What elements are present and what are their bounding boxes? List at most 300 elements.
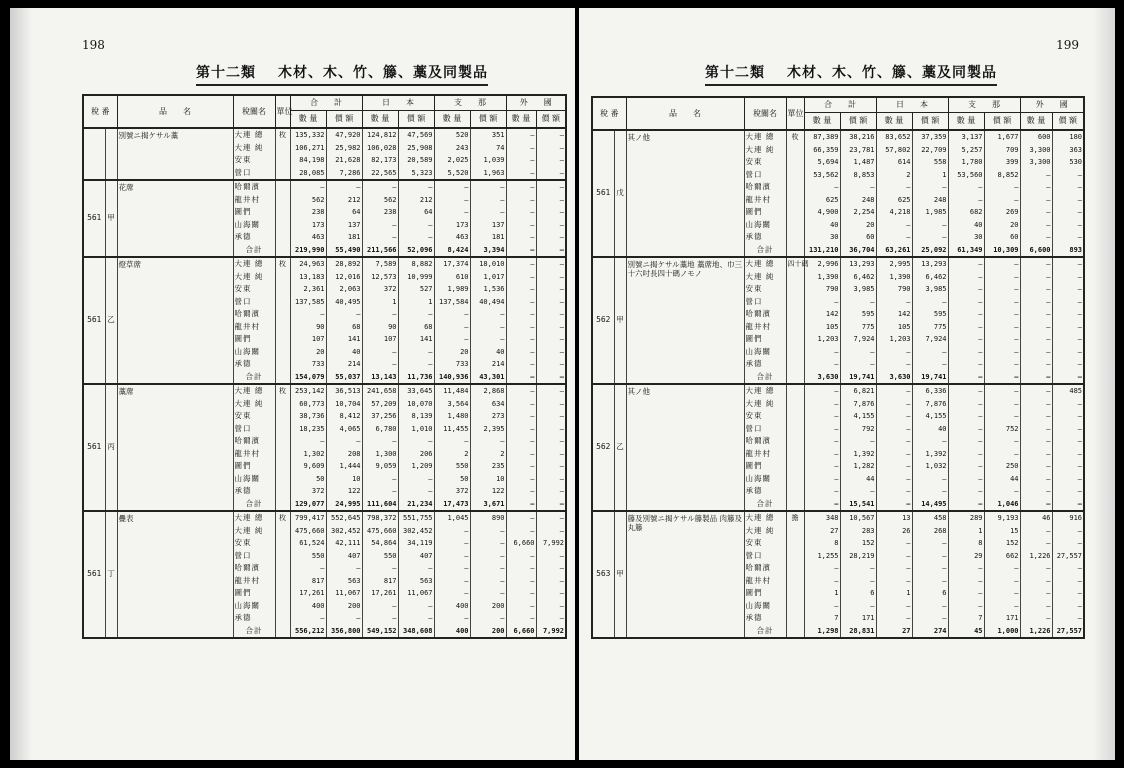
customs-port: 合計 bbox=[233, 498, 275, 512]
value-cell: — bbox=[536, 612, 566, 625]
value-cell: 25,908 bbox=[398, 142, 434, 155]
value-cell: — bbox=[470, 562, 506, 575]
value-cell: 10,704 bbox=[326, 398, 362, 411]
unit-cell bbox=[275, 575, 290, 588]
value-cell: — bbox=[840, 600, 876, 613]
value-cell: 8,412 bbox=[326, 410, 362, 423]
tariff-subcode: 丙 bbox=[105, 384, 117, 511]
value-cell: 356,800 bbox=[326, 625, 362, 639]
value-cell: — bbox=[948, 435, 984, 448]
value-cell: — bbox=[506, 485, 536, 498]
unit-cell bbox=[786, 537, 804, 550]
value-cell: — bbox=[506, 167, 536, 181]
class-title: 木材、木、竹、籐、藁及同製品 bbox=[278, 65, 488, 81]
value-cell: 4,218 bbox=[876, 206, 912, 219]
unit-cell bbox=[786, 410, 804, 423]
value-cell: — bbox=[1020, 346, 1052, 359]
value-cell: — bbox=[1052, 448, 1084, 461]
value-cell: — bbox=[434, 587, 470, 600]
value-cell: 1,480 bbox=[434, 410, 470, 423]
value-cell: — bbox=[948, 600, 984, 613]
value-cell: 52,096 bbox=[398, 244, 434, 258]
customs-port: 承德 bbox=[744, 485, 786, 498]
value-cell: — bbox=[804, 460, 840, 473]
value-cell: — bbox=[362, 612, 398, 625]
value-cell: 214 bbox=[470, 358, 506, 371]
value-cell: 2,868 bbox=[470, 384, 506, 398]
value-cell: 916 bbox=[1052, 511, 1084, 525]
value-cell: — bbox=[876, 231, 912, 244]
value-cell: — bbox=[1020, 257, 1052, 271]
value-cell: — bbox=[506, 498, 536, 512]
value-cell: — bbox=[984, 358, 1020, 371]
value-cell: — bbox=[506, 511, 536, 525]
value-cell: 752 bbox=[984, 423, 1020, 436]
customs-port: 安東 bbox=[233, 537, 275, 550]
value-cell: — bbox=[536, 435, 566, 448]
value-cell: 550 bbox=[434, 460, 470, 473]
value-cell: 124,812 bbox=[362, 128, 398, 142]
value-cell: — bbox=[506, 321, 536, 334]
customs-port: 山海關 bbox=[744, 473, 786, 486]
customs-port: 哈爾濱 bbox=[233, 180, 275, 194]
scan-edge bbox=[10, 8, 32, 760]
customs-port: 龍井村 bbox=[744, 575, 786, 588]
value-cell: — bbox=[506, 371, 536, 385]
value-cell: — bbox=[912, 575, 948, 588]
value-cell: 1,039 bbox=[470, 154, 506, 167]
value-cell: — bbox=[1052, 231, 1084, 244]
value-cell: — bbox=[804, 181, 840, 194]
customs-port: 承德 bbox=[233, 612, 275, 625]
value-cell: — bbox=[470, 550, 506, 563]
value-cell: 17,374 bbox=[434, 257, 470, 271]
value-cell: — bbox=[876, 550, 912, 563]
value-cell: — bbox=[840, 562, 876, 575]
value-cell: — bbox=[536, 194, 566, 207]
customs-port: 安東 bbox=[233, 283, 275, 296]
value-cell: 269 bbox=[984, 206, 1020, 219]
value-cell: — bbox=[536, 575, 566, 588]
item-name: 燈草蓆 bbox=[117, 257, 233, 384]
tariff-subcode: 甲 bbox=[105, 180, 117, 257]
value-cell: — bbox=[506, 283, 536, 296]
value-cell: 2,995 bbox=[876, 257, 912, 271]
value-cell: — bbox=[326, 435, 362, 448]
value-cell: 141 bbox=[326, 333, 362, 346]
value-cell: — bbox=[1052, 169, 1084, 182]
unit-cell bbox=[786, 156, 804, 169]
header-qty: 數 量 bbox=[1020, 113, 1052, 131]
customs-port: 山海關 bbox=[744, 600, 786, 613]
unit-cell: 枚 bbox=[275, 128, 290, 142]
value-cell: 3,300 bbox=[1020, 156, 1052, 169]
value-cell: — bbox=[948, 358, 984, 371]
value-cell: 351 bbox=[470, 128, 506, 142]
value-cell: 817 bbox=[290, 575, 326, 588]
customs-port: 合計 bbox=[744, 625, 786, 639]
value-cell: 600 bbox=[1020, 130, 1052, 144]
value-cell: 200 bbox=[470, 600, 506, 613]
value-cell: 12,016 bbox=[326, 271, 362, 284]
value-cell: 4,065 bbox=[326, 423, 362, 436]
value-cell: — bbox=[434, 308, 470, 321]
value-cell: 238 bbox=[362, 206, 398, 219]
value-cell: — bbox=[876, 181, 912, 194]
unit-cell bbox=[786, 398, 804, 411]
value-cell: 1,282 bbox=[840, 460, 876, 473]
value-cell: — bbox=[948, 384, 984, 398]
unit-cell bbox=[275, 206, 290, 219]
value-cell: 40 bbox=[470, 346, 506, 359]
value-cell: 29 bbox=[948, 550, 984, 563]
value-cell: — bbox=[506, 154, 536, 167]
value-cell: — bbox=[536, 398, 566, 411]
value-cell: 733 bbox=[434, 358, 470, 371]
value-cell: 9,059 bbox=[362, 460, 398, 473]
class-label: 第十二類 bbox=[196, 65, 256, 81]
value-cell: 407 bbox=[326, 550, 362, 563]
value-cell: — bbox=[912, 473, 948, 486]
value-cell: — bbox=[536, 154, 566, 167]
customs-port: 圖們 bbox=[233, 206, 275, 219]
value-cell: 2 bbox=[434, 448, 470, 461]
customs-port: 哈爾濱 bbox=[744, 181, 786, 194]
value-cell: 154,079 bbox=[290, 371, 326, 385]
customs-port: 龍井村 bbox=[744, 321, 786, 334]
customs-port: 合計 bbox=[233, 371, 275, 385]
unit-cell bbox=[275, 358, 290, 371]
value-cell: — bbox=[434, 537, 470, 550]
value-cell: — bbox=[536, 167, 566, 181]
value-cell: — bbox=[470, 206, 506, 219]
value-cell: — bbox=[840, 435, 876, 448]
value-cell: 7,992 bbox=[536, 537, 566, 550]
value-cell: — bbox=[434, 435, 470, 448]
unit-cell bbox=[786, 525, 804, 538]
unit-cell: 枚 bbox=[275, 257, 290, 271]
value-cell: 400 bbox=[434, 600, 470, 613]
customs-port: 營口 bbox=[744, 169, 786, 182]
value-cell: — bbox=[876, 460, 912, 473]
unit-cell bbox=[275, 448, 290, 461]
value-cell: — bbox=[470, 435, 506, 448]
unit-cell bbox=[275, 167, 290, 181]
unit-cell bbox=[275, 612, 290, 625]
value-cell: — bbox=[876, 562, 912, 575]
value-cell: 463 bbox=[434, 231, 470, 244]
value-cell: 152 bbox=[840, 537, 876, 550]
value-cell: — bbox=[1020, 358, 1052, 371]
value-cell: — bbox=[1052, 435, 1084, 448]
tariff-subcode: 甲 bbox=[614, 511, 626, 638]
value-cell: — bbox=[506, 600, 536, 613]
unit-cell bbox=[786, 333, 804, 346]
unit-cell: 擔 bbox=[786, 511, 804, 525]
unit-cell bbox=[275, 485, 290, 498]
value-cell: 7 bbox=[804, 612, 840, 625]
value-cell: 10,309 bbox=[984, 244, 1020, 258]
value-cell: — bbox=[362, 219, 398, 232]
header-tariff-no: 稅 番 bbox=[83, 95, 117, 128]
value-cell: — bbox=[1020, 384, 1052, 398]
value-cell: 1,300 bbox=[362, 448, 398, 461]
value-cell: 44 bbox=[984, 473, 1020, 486]
value-cell: 595 bbox=[840, 308, 876, 321]
value-cell: 6,600 bbox=[1020, 244, 1052, 258]
value-cell: — bbox=[536, 511, 566, 525]
value-cell: 11,455 bbox=[434, 423, 470, 436]
value-cell: 7 bbox=[948, 612, 984, 625]
value-cell: — bbox=[398, 180, 434, 194]
table-row bbox=[83, 128, 566, 142]
customs-port: 哈爾濱 bbox=[744, 435, 786, 448]
value-cell: 135,332 bbox=[290, 128, 326, 142]
value-cell: — bbox=[1020, 460, 1052, 473]
value-cell: — bbox=[984, 333, 1020, 346]
page-number: 199 bbox=[1056, 38, 1079, 52]
value-cell: 60,773 bbox=[290, 398, 326, 411]
value-cell: 10,999 bbox=[398, 271, 434, 284]
value-cell: 28,219 bbox=[840, 550, 876, 563]
value-cell: 3,630 bbox=[876, 371, 912, 385]
unit-cell bbox=[275, 423, 290, 436]
unit-cell bbox=[786, 346, 804, 359]
value-cell: 105 bbox=[876, 321, 912, 334]
value-cell: — bbox=[536, 296, 566, 309]
header-item: 品 名 bbox=[626, 97, 744, 130]
unit-cell bbox=[275, 562, 290, 575]
value-cell: — bbox=[1020, 181, 1052, 194]
unit-cell bbox=[275, 194, 290, 207]
customs-port: 大連 總 bbox=[744, 511, 786, 525]
value-cell: — bbox=[470, 575, 506, 588]
value-cell: 595 bbox=[912, 308, 948, 321]
value-cell: 485 bbox=[1052, 384, 1084, 398]
value-cell: — bbox=[948, 321, 984, 334]
value-cell: 19,741 bbox=[840, 371, 876, 385]
value-cell: — bbox=[326, 180, 362, 194]
value-cell: — bbox=[876, 435, 912, 448]
value-cell: 107 bbox=[362, 333, 398, 346]
value-cell: — bbox=[1020, 423, 1052, 436]
unit-cell bbox=[275, 410, 290, 423]
customs-port: 合計 bbox=[744, 371, 786, 385]
unit-cell bbox=[275, 550, 290, 563]
value-cell: — bbox=[536, 321, 566, 334]
value-cell: — bbox=[804, 423, 840, 436]
value-cell: 27 bbox=[804, 525, 840, 538]
header-value: 價 額 bbox=[840, 113, 876, 131]
value-cell: — bbox=[506, 575, 536, 588]
unit-cell: 枚 bbox=[786, 130, 804, 144]
statistics-table bbox=[82, 94, 567, 639]
unit-cell bbox=[786, 358, 804, 371]
value-cell: 87,389 bbox=[804, 130, 840, 144]
value-cell: 54,864 bbox=[362, 537, 398, 550]
value-cell: — bbox=[912, 550, 948, 563]
value-cell: — bbox=[290, 612, 326, 625]
value-cell: 733 bbox=[290, 358, 326, 371]
tariff-subcode bbox=[105, 128, 117, 180]
value-cell: 238 bbox=[290, 206, 326, 219]
value-cell: — bbox=[1020, 587, 1052, 600]
value-cell: 50 bbox=[290, 473, 326, 486]
item-name: 籐及別號ニ揭ケサル籐製品 肉籐及丸籐 bbox=[626, 511, 744, 638]
value-cell: — bbox=[1052, 206, 1084, 219]
value-cell: 1,000 bbox=[984, 625, 1020, 639]
value-cell: 90 bbox=[362, 321, 398, 334]
value-cell: — bbox=[434, 206, 470, 219]
item-name: 藁蓆 bbox=[117, 384, 233, 511]
unit-cell bbox=[275, 333, 290, 346]
value-cell: 2 bbox=[470, 448, 506, 461]
value-cell: 23,781 bbox=[840, 144, 876, 157]
value-cell: 8,853 bbox=[840, 169, 876, 182]
customs-port: 哈爾濱 bbox=[233, 308, 275, 321]
customs-port: 大連 總 bbox=[233, 384, 275, 398]
customs-port: 龍井村 bbox=[233, 194, 275, 207]
tariff-code: 561 bbox=[592, 130, 614, 257]
value-cell: 558 bbox=[912, 156, 948, 169]
value-cell: 12,573 bbox=[362, 271, 398, 284]
value-cell: 11,067 bbox=[398, 587, 434, 600]
table-row bbox=[592, 130, 1084, 144]
value-cell: — bbox=[536, 308, 566, 321]
value-cell: — bbox=[1020, 498, 1052, 512]
value-cell: 142 bbox=[804, 308, 840, 321]
value-cell: 137 bbox=[470, 219, 506, 232]
customs-port: 安東 bbox=[744, 410, 786, 423]
value-cell: 64 bbox=[326, 206, 362, 219]
value-cell: — bbox=[1052, 575, 1084, 588]
value-cell: — bbox=[876, 485, 912, 498]
value-cell: 5,257 bbox=[948, 144, 984, 157]
value-cell: — bbox=[290, 435, 326, 448]
value-cell: 36,704 bbox=[840, 244, 876, 258]
value-cell: 38,216 bbox=[840, 130, 876, 144]
value-cell: 10 bbox=[470, 473, 506, 486]
value-cell: — bbox=[984, 384, 1020, 398]
unit-cell bbox=[275, 371, 290, 385]
header-china: 支 那 bbox=[434, 95, 506, 111]
customs-port: 圖們 bbox=[233, 460, 275, 473]
customs-port: 大連 純 bbox=[233, 271, 275, 284]
value-cell: — bbox=[506, 271, 536, 284]
customs-port: 龍井村 bbox=[233, 321, 275, 334]
value-cell: 106,271 bbox=[290, 142, 326, 155]
customs-port: 大連 總 bbox=[233, 257, 275, 271]
value-cell: 208 bbox=[326, 448, 362, 461]
customs-port: 山海關 bbox=[233, 346, 275, 359]
value-cell: — bbox=[290, 562, 326, 575]
value-cell: 283 bbox=[840, 525, 876, 538]
value-cell: — bbox=[398, 473, 434, 486]
value-cell: — bbox=[1052, 423, 1084, 436]
value-cell: — bbox=[948, 283, 984, 296]
value-cell: — bbox=[434, 333, 470, 346]
value-cell: 1,780 bbox=[948, 156, 984, 169]
value-cell: 13,293 bbox=[912, 257, 948, 271]
value-cell: — bbox=[1020, 371, 1052, 385]
value-cell: 2,395 bbox=[470, 423, 506, 436]
header-value: 價 額 bbox=[398, 111, 434, 129]
value-cell: 181 bbox=[326, 231, 362, 244]
value-cell: 6 bbox=[840, 587, 876, 600]
customs-port: 承德 bbox=[233, 485, 275, 498]
value-cell: 302,452 bbox=[398, 525, 434, 538]
value-cell: 274 bbox=[912, 625, 948, 639]
value-cell: — bbox=[948, 575, 984, 588]
value-cell: 10 bbox=[326, 473, 362, 486]
value-cell: — bbox=[948, 194, 984, 207]
value-cell: 1,045 bbox=[434, 511, 470, 525]
value-cell: 348 bbox=[804, 511, 840, 525]
page-title bbox=[705, 62, 997, 86]
value-cell: — bbox=[536, 128, 566, 142]
value-cell: 131,210 bbox=[804, 244, 840, 258]
value-cell: 363 bbox=[1052, 144, 1084, 157]
value-cell: — bbox=[290, 308, 326, 321]
value-cell: 475,660 bbox=[362, 525, 398, 538]
value-cell: 348,608 bbox=[398, 625, 434, 639]
customs-port: 承德 bbox=[744, 231, 786, 244]
unit-cell bbox=[275, 308, 290, 321]
value-cell: — bbox=[434, 575, 470, 588]
value-cell: — bbox=[876, 398, 912, 411]
value-cell: — bbox=[470, 321, 506, 334]
value-cell: — bbox=[398, 600, 434, 613]
value-cell: 180 bbox=[1052, 130, 1084, 144]
value-cell: — bbox=[1052, 498, 1084, 512]
value-cell: — bbox=[1052, 410, 1084, 423]
value-cell: 60 bbox=[840, 231, 876, 244]
value-cell: — bbox=[362, 358, 398, 371]
value-cell: 8,139 bbox=[398, 410, 434, 423]
value-cell: 400 bbox=[290, 600, 326, 613]
value-cell: — bbox=[362, 231, 398, 244]
value-cell: 798,372 bbox=[362, 511, 398, 525]
value-cell: 10,070 bbox=[398, 398, 434, 411]
customs-port: 營口 bbox=[233, 167, 275, 181]
value-cell: — bbox=[1020, 398, 1052, 411]
value-cell: 64 bbox=[398, 206, 434, 219]
value-cell: 137 bbox=[326, 219, 362, 232]
value-cell: 7,876 bbox=[840, 398, 876, 411]
value-cell: — bbox=[506, 384, 536, 398]
unit-cell bbox=[275, 296, 290, 309]
value-cell: 9,193 bbox=[984, 511, 1020, 525]
customs-port: 安東 bbox=[744, 283, 786, 296]
header-qty: 數 量 bbox=[506, 111, 536, 129]
value-cell: — bbox=[912, 600, 948, 613]
customs-port: 哈爾濱 bbox=[233, 435, 275, 448]
value-cell: — bbox=[1052, 600, 1084, 613]
item-name: 別號ニ揭ケサル藁 bbox=[117, 128, 233, 180]
customs-port: 山海關 bbox=[233, 219, 275, 232]
value-cell: — bbox=[1052, 181, 1084, 194]
value-cell: — bbox=[804, 435, 840, 448]
item-name: 花蓆 bbox=[117, 180, 233, 257]
unit-cell bbox=[786, 600, 804, 613]
value-cell: — bbox=[984, 587, 1020, 600]
value-cell: — bbox=[536, 600, 566, 613]
value-cell: 50 bbox=[434, 473, 470, 486]
customs-port: 大連 純 bbox=[233, 398, 275, 411]
value-cell: — bbox=[470, 180, 506, 194]
value-cell: — bbox=[912, 231, 948, 244]
unit-cell bbox=[275, 600, 290, 613]
